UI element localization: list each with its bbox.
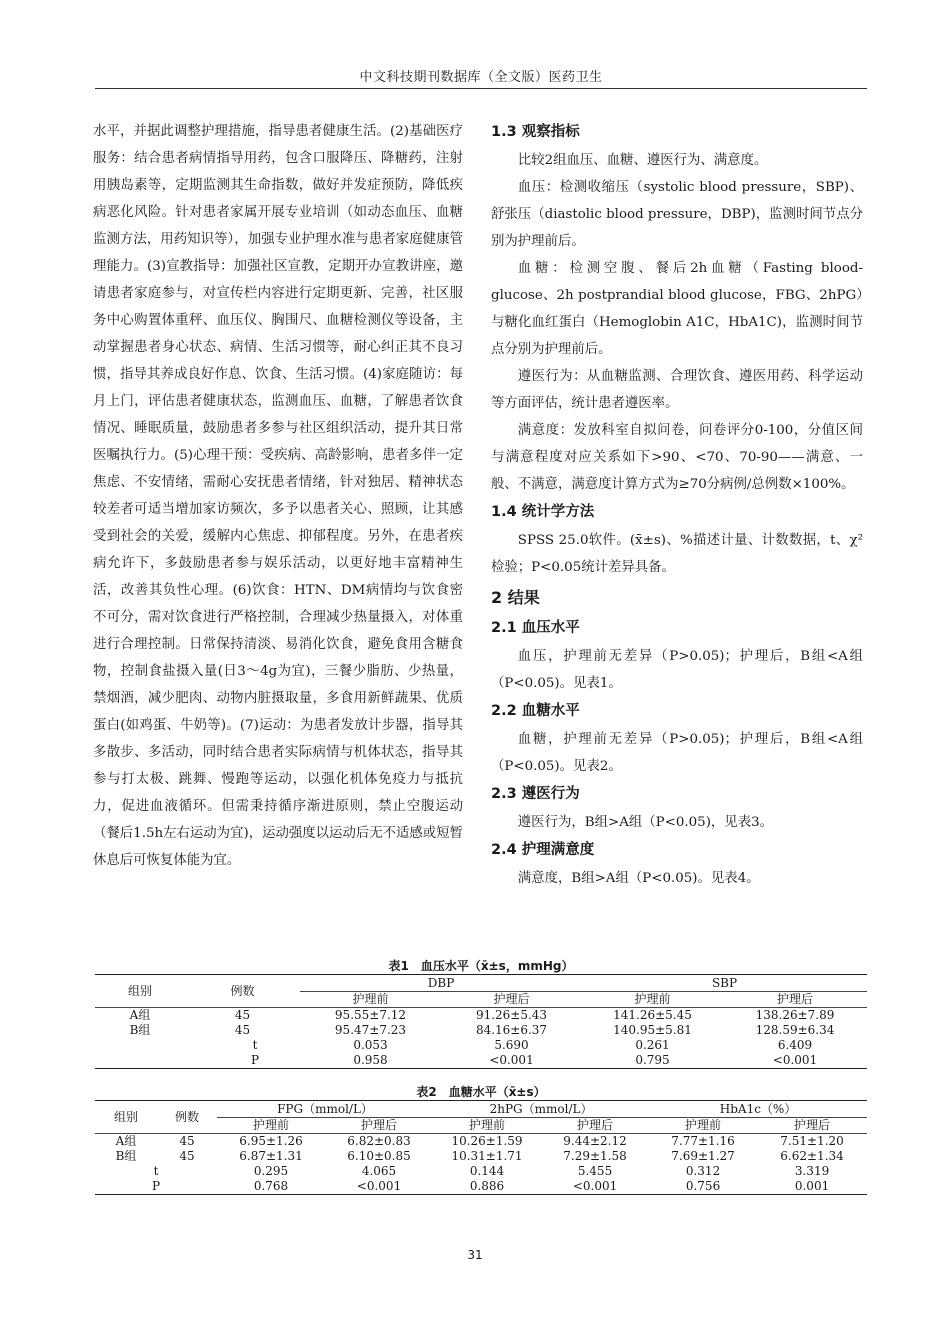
table-cell: 4.065 bbox=[361, 1164, 397, 1178]
table-1-title: 表1 血压水平（x̄±s，mmHg） bbox=[388, 959, 574, 973]
table-2-header-n: 例数 bbox=[157, 1101, 217, 1134]
table-2-header-fpg-after: 护理后 bbox=[325, 1118, 433, 1134]
paragraph-compliance: 遵医行为：从血糖监测、合理饮食、遵医用药、科学运动等方面评估，统计患者遵医率。 bbox=[491, 369, 863, 411]
table-cell: 128.59±6.34 bbox=[755, 1023, 835, 1037]
table-cell: 141.26±5.45 bbox=[613, 1008, 692, 1022]
table-1 bbox=[95, 958, 867, 1069]
table-row bbox=[95, 1053, 867, 1069]
table-1-header-n: 例数 bbox=[185, 975, 300, 1008]
paragraph-blood-pressure: 血压：检测收缩压（systolic blood pressure，SBP)、舒张压（diastolic blood pressure，DBP)，监测时间节点分别为护理前后。 bbox=[491, 180, 863, 249]
table-row bbox=[95, 1023, 867, 1038]
table-cell: 0.144 bbox=[469, 1164, 505, 1178]
table-2-header-2hpg-before: 护理前 bbox=[433, 1118, 541, 1134]
heading-2-1: 2.1 血压水平 bbox=[491, 620, 580, 636]
table-row bbox=[95, 1149, 867, 1164]
table-cell: 91.26±5.43 bbox=[475, 1008, 548, 1022]
table-cell: 0.756 bbox=[685, 1179, 721, 1193]
left-column bbox=[93, 118, 463, 874]
table-cell: t bbox=[153, 1164, 159, 1178]
heading-2-3: 2.3 遵医行为 bbox=[491, 786, 580, 802]
table-1-header-sbp-before: 护理前 bbox=[582, 992, 723, 1008]
table-cell: 140.95±5.81 bbox=[613, 1023, 692, 1037]
table-2-header-hba1c-before: 护理前 bbox=[649, 1118, 757, 1134]
table-1-header-sbp: SBP bbox=[582, 975, 867, 992]
table-cell: 9.44±2.12 bbox=[563, 1134, 627, 1148]
running-header: 中文科技期刊数据库（全文版）医药卫生 bbox=[359, 70, 603, 85]
table-cell: 95.47±7.23 bbox=[334, 1023, 407, 1037]
page-number: 31 bbox=[467, 1248, 483, 1262]
table-2-header-fpg-before: 护理前 bbox=[217, 1118, 325, 1134]
table-cell: 0.295 bbox=[253, 1164, 289, 1178]
table-cell: 0.261 bbox=[635, 1038, 670, 1052]
table-1-header-dbp-after: 护理后 bbox=[441, 992, 582, 1008]
table-cell: 3.319 bbox=[794, 1164, 830, 1178]
heading-1-3: 1.3 观察指标 bbox=[491, 124, 580, 140]
table-cell: 7.29±1.58 bbox=[563, 1149, 627, 1163]
table-cell: 6.10±0.85 bbox=[347, 1149, 411, 1163]
table-cell: 5.455 bbox=[577, 1164, 613, 1178]
paragraph-blood-glucose: 血糖：检测空腹、餐后2h血糖（Fasting blood-glucose、2h postprandial blood glucose，FBG、2hPG）与糖化血红蛋白（Hemoglobin A1C，HbA1C)，监测时间节点分别为护理前后。 bbox=[491, 261, 863, 357]
table-cell: B组 bbox=[129, 1023, 151, 1037]
heading-2-2: 2.2 血糖水平 bbox=[491, 703, 580, 719]
paragraph-statistics: SPSS 25.0软件。(x̄±s)、%描述计量、计数数据，t、χ²检验；P<0.05统计差异具备。 bbox=[491, 533, 863, 575]
table-row bbox=[95, 1179, 867, 1195]
table-2-header-2hpg: 2hPG（mmol/L） bbox=[433, 1101, 649, 1118]
table-cell: 45 bbox=[179, 1149, 195, 1163]
table-cell: 10.31±1.71 bbox=[451, 1149, 523, 1163]
table-cell: P bbox=[151, 1179, 161, 1193]
table-cell: A组 bbox=[129, 1008, 151, 1022]
table-cell: 10.26±1.59 bbox=[451, 1134, 523, 1148]
table-cell: <0.001 bbox=[772, 1053, 818, 1067]
table-cell: 0.312 bbox=[685, 1164, 721, 1178]
table-1-header-sbp-after: 护理后 bbox=[723, 992, 867, 1008]
table-1-header-dbp-before: 护理前 bbox=[300, 992, 441, 1008]
table-cell: 6.95±1.26 bbox=[239, 1134, 303, 1148]
table-2-title: 表2 血糖水平（x̄±s） bbox=[416, 1085, 546, 1099]
table-2-header-hba1c-after: 护理后 bbox=[757, 1118, 867, 1134]
table-1-header-dbp: DBP bbox=[300, 975, 582, 992]
heading-2-results: 2 结果 bbox=[491, 588, 540, 607]
right-column bbox=[491, 118, 863, 892]
table-cell: <0.001 bbox=[572, 1179, 618, 1193]
table-row bbox=[95, 1164, 867, 1179]
table-2-header-group: 组别 bbox=[95, 1101, 157, 1134]
table-cell: 6.82±0.83 bbox=[347, 1134, 411, 1148]
paragraph-compare: 比较2组血压、血糖、遵医行为、满意度。 bbox=[517, 153, 768, 168]
table-cell: 6.62±1.34 bbox=[780, 1149, 844, 1163]
paragraph-satisfaction-result: 满意度，B组>A组（P<0.05)。见表4。 bbox=[517, 871, 760, 886]
heading-2-4: 2.4 护理满意度 bbox=[491, 842, 595, 858]
table-cell: 7.77±1.16 bbox=[671, 1134, 735, 1148]
table-cell: 0.768 bbox=[253, 1179, 289, 1193]
table-row bbox=[95, 1134, 867, 1150]
table-cell: 45 bbox=[234, 1023, 251, 1037]
paragraph-bp-result: 血压，护理前无差异（P>0.05)；护理后，B组<A组（P<0.05)。见表1。 bbox=[491, 649, 863, 691]
table-2-header-2hpg-after: 护理后 bbox=[541, 1118, 649, 1134]
table-2-grid bbox=[95, 1100, 867, 1195]
table-1-grid bbox=[95, 974, 867, 1069]
paragraph-glucose-result: 血糖，护理前无差异（P>0.05)；护理后，B组<A组（P<0.05)。见表2。 bbox=[491, 732, 863, 774]
table-1-header-group: 组别 bbox=[95, 975, 185, 1008]
table-cell: t bbox=[252, 1038, 258, 1052]
table-cell: 7.69±1.27 bbox=[671, 1149, 735, 1163]
table-cell: 5.690 bbox=[494, 1038, 529, 1052]
table-cell: 45 bbox=[179, 1134, 195, 1148]
table-cell: 6.87±1.31 bbox=[239, 1149, 303, 1163]
table-cell: 84.16±6.37 bbox=[475, 1023, 548, 1037]
table-2-header-hba1c: HbA1c（%） bbox=[649, 1101, 867, 1118]
table-cell: 0.886 bbox=[469, 1179, 505, 1193]
table-cell: 95.55±7.12 bbox=[334, 1008, 407, 1022]
heading-1-4: 1.4 统计学方法 bbox=[491, 504, 595, 520]
table-cell: A组 bbox=[115, 1134, 137, 1148]
paragraph-satisfaction: 满意度：发放科室自拟问卷，问卷评分0-100，分值区间与满意程度对应关系如下>90、<70、70-90——满意、一般、不满意，满意度计算方式为≥70分病例/总例数×100%。 bbox=[491, 423, 863, 492]
table-cell: 45 bbox=[234, 1008, 251, 1022]
table-cell: 0.958 bbox=[353, 1053, 388, 1067]
left-column-text: 水平，并据此调整护理措施，指导患者健康生活。(2)基础医疗服务：结合患者病情指导用药，包含口服降压、降糖药，注射用胰岛素等，定期监测其生命指数，做好并发症预防，降低疾病恶化风险。针对患者家属开展专业培训（如动态血压、血糖监测方法，用药知识等），加强专业护理水准与患者家庭健康管理能力。(3)宣教指导：加强社区宣教，定期开办宣教讲座，邀请患者家庭参与，对宣传栏内容进行定期更新、完善，社区服务中心购置体重秤、血压仪、胸围尺、血糖检测仪等设备，主动掌握患者身心状态、病情、生活习惯等，耐心纠正其不良习惯，指导其养成良好作息、饮食、生活习惯。(4)家庭随访：每月上门，评估患者健康状态，监测血压、血糖，了解患者饮食情况、睡眠质量，鼓励患者多参与社区组织活动，提升其日常医嘱执行力。(5)心理干预：受疾病、高龄影响，患者多伴一定焦虑、不安情绪，需耐心安抚患者情绪，针对独居、精神状态较差者可适当增加家访频次，多予以患者关心、照顾，让其感受到社会的关爱，缓解内心焦虑、抑郁程度。另外，在患者疾病允许下，多鼓励患者参与娱乐活动，以更好地丰富精神生活，改善其负性心理。(6)饮食：HTN、DM病情均与饮食密不可分，需对饮食进行严格控制，合理减少热量摄入，对体重进行合理控制。日常保持清淡、易消化饮食，避免食用含糖食物，控制食盐摄入量(日3～4g为宜)，三餐少脂肪、少热量，禁烟酒，减少肥肉、动物内脏摄取量，多食用新鲜蔬果、优质蛋白(如鸡蛋、牛奶等)。(7)运动：为患者发放计步器，指导其多散步、多活动，同时结合患者实际病情与机体状态，指导其参与打太极、跳舞、慢跑等运动，以强化机体免疫力与抵抗力，促进血液循环。但需秉持循序渐进原则，禁止空腹运动（餐后1.5h左右运动为宜)，运动强度以运动后无不适感或短暂休息后可恢复体能为宜。 bbox=[93, 124, 463, 868]
table-cell: B组 bbox=[115, 1149, 137, 1163]
table-cell: 0.795 bbox=[635, 1053, 670, 1067]
table-row bbox=[95, 1038, 867, 1053]
table-row bbox=[95, 1008, 867, 1024]
table-cell: 0.053 bbox=[353, 1038, 388, 1052]
table-cell: 6.409 bbox=[777, 1038, 813, 1052]
header-rule bbox=[95, 88, 867, 89]
table-cell: <0.001 bbox=[356, 1179, 402, 1193]
paragraph-compliance-result: 遵医行为，B组>A组（P<0.05)，见表3。 bbox=[517, 815, 774, 830]
table-2 bbox=[95, 1084, 867, 1195]
table-cell: P bbox=[250, 1053, 260, 1067]
table-cell: 7.51±1.20 bbox=[780, 1134, 844, 1148]
table-cell: 0.001 bbox=[794, 1179, 830, 1193]
table-cell: 138.26±7.89 bbox=[755, 1008, 835, 1022]
table-2-header-fpg: FPG（mmol/L） bbox=[217, 1101, 433, 1118]
table-cell: <0.001 bbox=[489, 1053, 534, 1067]
